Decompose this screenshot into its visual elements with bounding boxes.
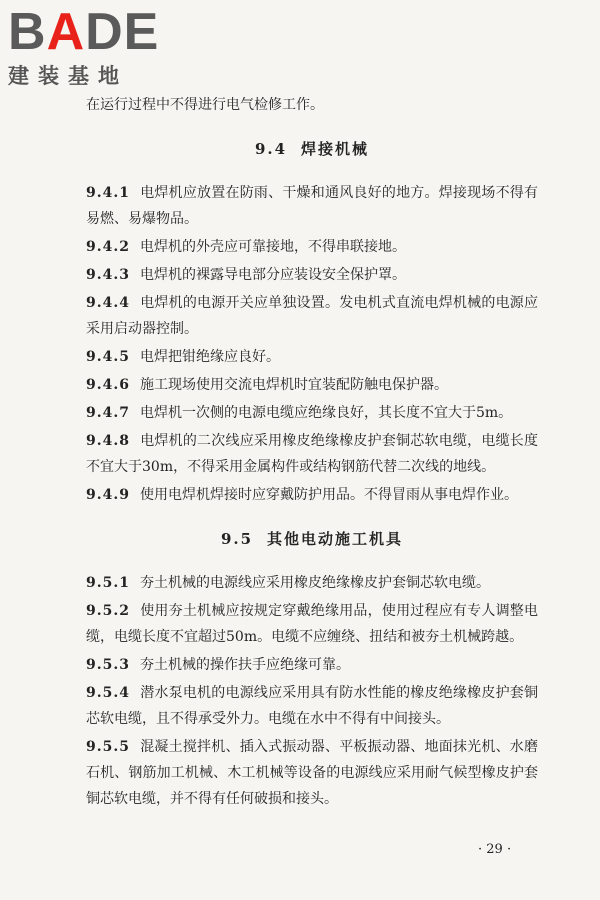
clause-item (86, 652, 538, 678)
clause-text: 潜水泵电机的电源线应采用具有防水性能的橡皮绝缘橡皮护套铜芯软电缆，且不得承受外力。电缆在水中不得有中间接头。 (86, 685, 538, 727)
clause-item (86, 234, 538, 260)
clause-text: 夯土机械的操作扶手应绝缘可靠。 (139, 657, 350, 673)
clause-number: 9.4.1 (86, 185, 130, 201)
clause-number: 9.4.7 (86, 405, 130, 421)
clause-text: 电焊机一次侧的电源电缆应绝缘良好，其长度不宜大于5m。 (139, 405, 513, 421)
clause-item (86, 570, 538, 596)
clause-number: 9.5.4 (86, 685, 130, 701)
clause-text: 夯土机械的电源线应采用橡皮绝缘橡皮护套铜芯软电缆。 (139, 575, 490, 591)
clause-text: 使用电焊机焊接时应穿戴防护用品。不得冒雨从事电焊作业。 (139, 487, 518, 503)
bade-logo (8, 3, 178, 90)
page-body (86, 92, 538, 814)
clause-number: 9.4.4 (86, 295, 130, 311)
clause-text: 电焊机的裸露导电部分应装设安全保护罩。 (139, 267, 406, 283)
clause-number: 9.4.6 (86, 377, 130, 393)
clause-text: 电焊机的外壳应可靠接地，不得串联接地。 (139, 239, 406, 255)
clause-item (86, 598, 538, 650)
clause-text: 混凝土搅拌机、插入式振动器、平板振动器、地面抹光机、水磨石机、钢筋加工机械、木工机械等设备的电源线应采用耐气候型橡皮护套铜芯软电缆，并不得有任何破损和接头。 (86, 739, 538, 807)
section-9-4-items (86, 180, 538, 508)
clause-number: 9.4.2 (86, 239, 130, 255)
clause-text: 电焊把钳绝缘应良好。 (139, 349, 280, 365)
clause-item (86, 428, 538, 480)
clause-item (86, 680, 538, 732)
clause-item (86, 344, 538, 370)
page-number: · 29 · (478, 842, 512, 857)
clause-number: 9.4.3 (86, 267, 130, 283)
clause-text: 施工现场使用交流电焊机时宜装配防触电保护器。 (139, 377, 448, 393)
clause-text: 电焊机的二次线应采用橡皮绝缘橡皮护套铜芯软电缆，电缆长度不宜大于30m，不得采用金属构件或结构钢筋代替二次线的地线。 (86, 433, 538, 475)
clause-item (86, 400, 538, 426)
clause-item (86, 290, 538, 342)
clause-number: 9.4.9 (86, 487, 130, 503)
intro-line: 在运行过程中不得进行电气检修工作。 (86, 97, 324, 113)
clause-text: 电焊机应放置在防雨、干燥和通风良好的地方。焊接现场不得有易燃、易爆物品。 (86, 185, 538, 227)
clause-number: 9.5.5 (86, 739, 130, 755)
clause-text: 使用夯土机械应按规定穿戴绝缘用品，使用过程应有专人调整电缆，电缆长度不宜超过50m。电缆不应缠绕、扭结和被夯土机械跨越。 (86, 603, 538, 645)
section-heading-9-4: 9.4 焊接机械 (254, 140, 370, 158)
clause-number: 9.5.3 (86, 657, 130, 673)
logo-subtitle: 建装基地 (8, 64, 128, 88)
clause-item (86, 372, 538, 398)
logo-wordmark: BADE (8, 3, 160, 61)
clause-number: 9.4.5 (86, 349, 130, 365)
clause-text: 电焊机的电源开关应单独设置。发电机式直流电焊机械的电源应采用启动器控制。 (86, 295, 538, 337)
clause-item (86, 180, 538, 232)
clause-item (86, 482, 538, 508)
clause-number: 9.4.8 (86, 433, 130, 449)
clause-item (86, 734, 538, 812)
section-9-5-items (86, 570, 538, 812)
clause-number: 9.5.1 (86, 575, 130, 591)
section-heading-9-5: 9.5 其他电动施工机具 (220, 530, 404, 548)
clause-item (86, 262, 538, 288)
clause-number: 9.5.2 (86, 603, 130, 619)
